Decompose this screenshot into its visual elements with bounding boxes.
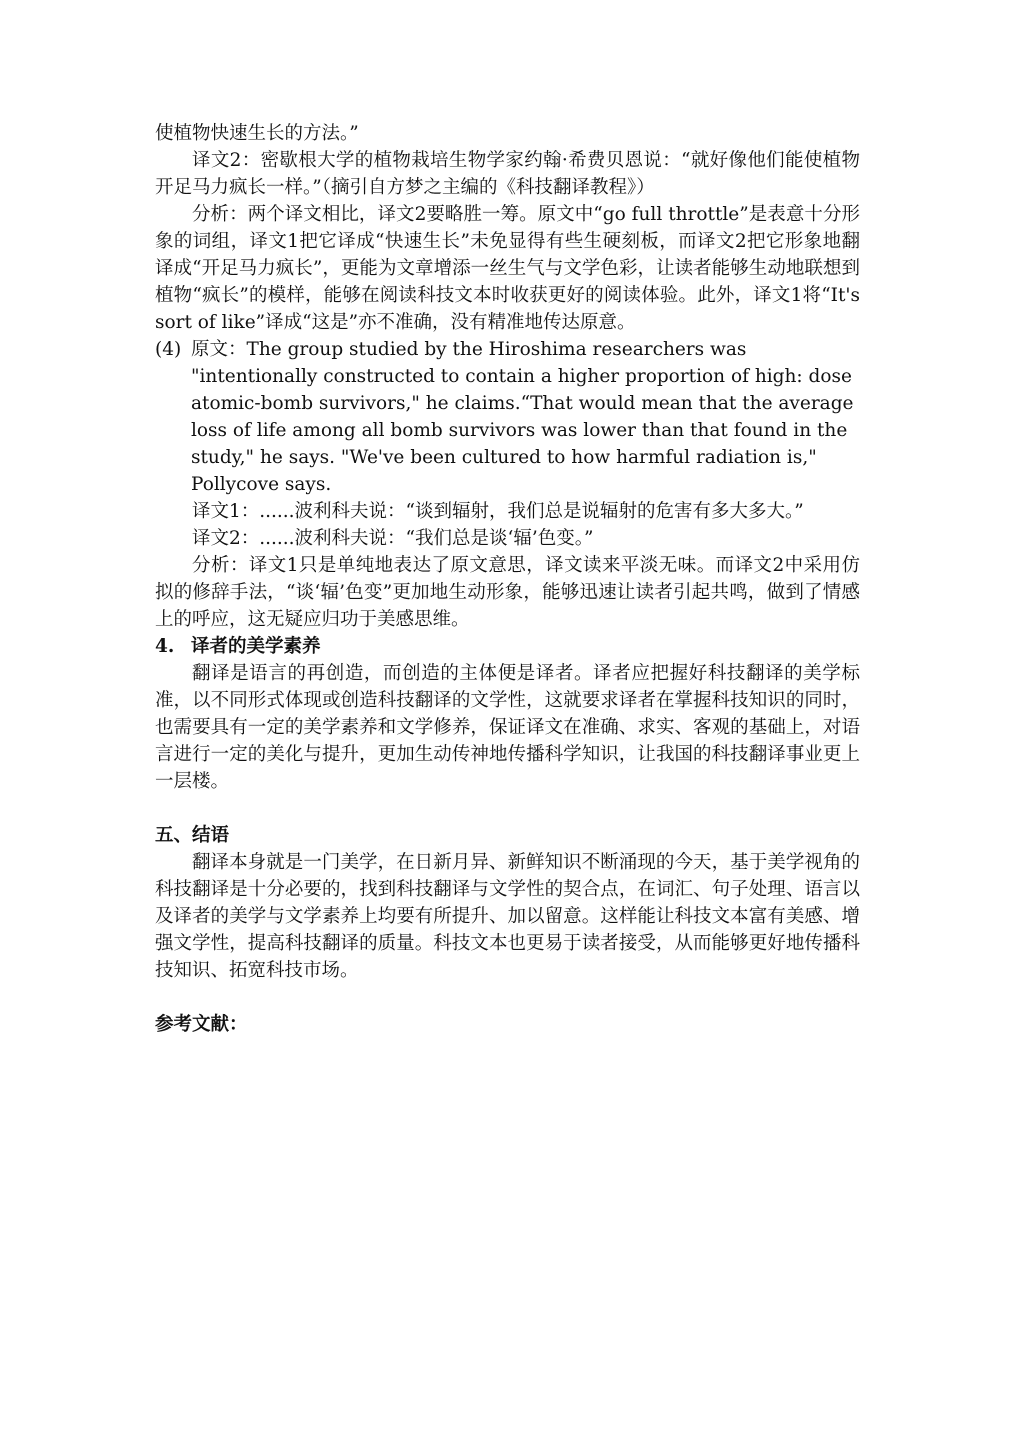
analysis-paragraph-1: 分析：两个译文相比，译文2要略胜一筹。原文中“go full throttle”是表意十分形象的词组，译文1把它译成“快速生长”未免显得有些生硬刻板，而译文2把它形象地翻译成“开足马力疯长”，更能为文章增添一丝生气与文学色彩，让读者能够生动地联想到植物“疯长”的模样，能够在阅读科技文本时收获更好的阅读体验。此外，译文1将“It's sort of like”译成“这是”亦不准确，没有精准地传达原意。 [155, 204, 860, 333]
section-4-heading [155, 633, 860, 660]
conclusion-body: 翻译本身就是一门美学，在日新月异、新鲜知识不断涌现的今天，基于美学视角的科技翻译是十分必要的，找到科技翻译与文学性的契合点，在词汇、句子处理、语言以及译者的美学与文学素养上均要有所提升、加以留意。这样能让科技文本富有美感、增强文学性，提高科技翻译的质量。科技文本也更易于读者接受，从而能够更好地传播科技知识、拓宽科技市场。 [155, 852, 860, 981]
translation-2-paragraph-b: 译文2：......波利科夫说：“我们总是谈‘辐’色变。” [192, 528, 594, 549]
translation-2-paragraph: 译文2：密歇根大学的植物栽培生物学家约翰·希费贝恩说：“就好像他们能使植物开足马力疯长一样。”（摘引自方梦之主编的《科技翻译教程》） [155, 150, 860, 198]
analysis-paragraph-2: 分析：译文1只是单纯地表达了原文意思，译文读来平淡无味。而译文2中采用仿拟的修辞手法，“谈‘辐’色变”更加地生动形象，能够迅速让读者引起共鸣，做到了情感上的呼应，这无疑应归功于美感思维。 [155, 555, 860, 630]
translation-1-paragraph: 译文1：......波利科夫说：“谈到辐射，我们总是说辐射的危害有多大多大。” [192, 501, 804, 522]
conclusion-heading: 五、结语 [155, 825, 230, 846]
document-page [155, 120, 860, 1038]
item-number: (4) [155, 339, 182, 360]
section-title: 译者的美学素养 [191, 636, 321, 657]
spacer [155, 984, 860, 1011]
original-text-paragraph: 原文：The group studied by the Hiroshima researchers was "intentionally constructed to contain a higher proportion of high: dose atomic-bomb survivors," he claims.“That would mean that the average loss of life among all bomb survivors was lower than that found in the study," he says. "We've been cultured to how harmful radiation is," Pollycove says. [191, 339, 854, 495]
paragraph-continuation: 使植物快速生长的方法。” [155, 123, 359, 144]
numbered-item-4 [155, 336, 860, 498]
section-number: 4. [155, 636, 175, 657]
spacer [155, 795, 860, 822]
section-4-body: 翻译是语言的再创造，而创造的主体便是译者。译者应把握好科技翻译的美学标准，以不同形式体现或创造科技翻译的文学性，这就要求译者在掌握科技知识的同时，也需要具有一定的美学素养和文学修养，保证译文在准确、求实、客观的基础上，对语言进行一定的美化与提升，更加生动传神地传播科学知识，让我国的科技翻译事业更上一层楼。 [155, 663, 860, 792]
references-heading: 参考文献： [155, 1014, 248, 1035]
